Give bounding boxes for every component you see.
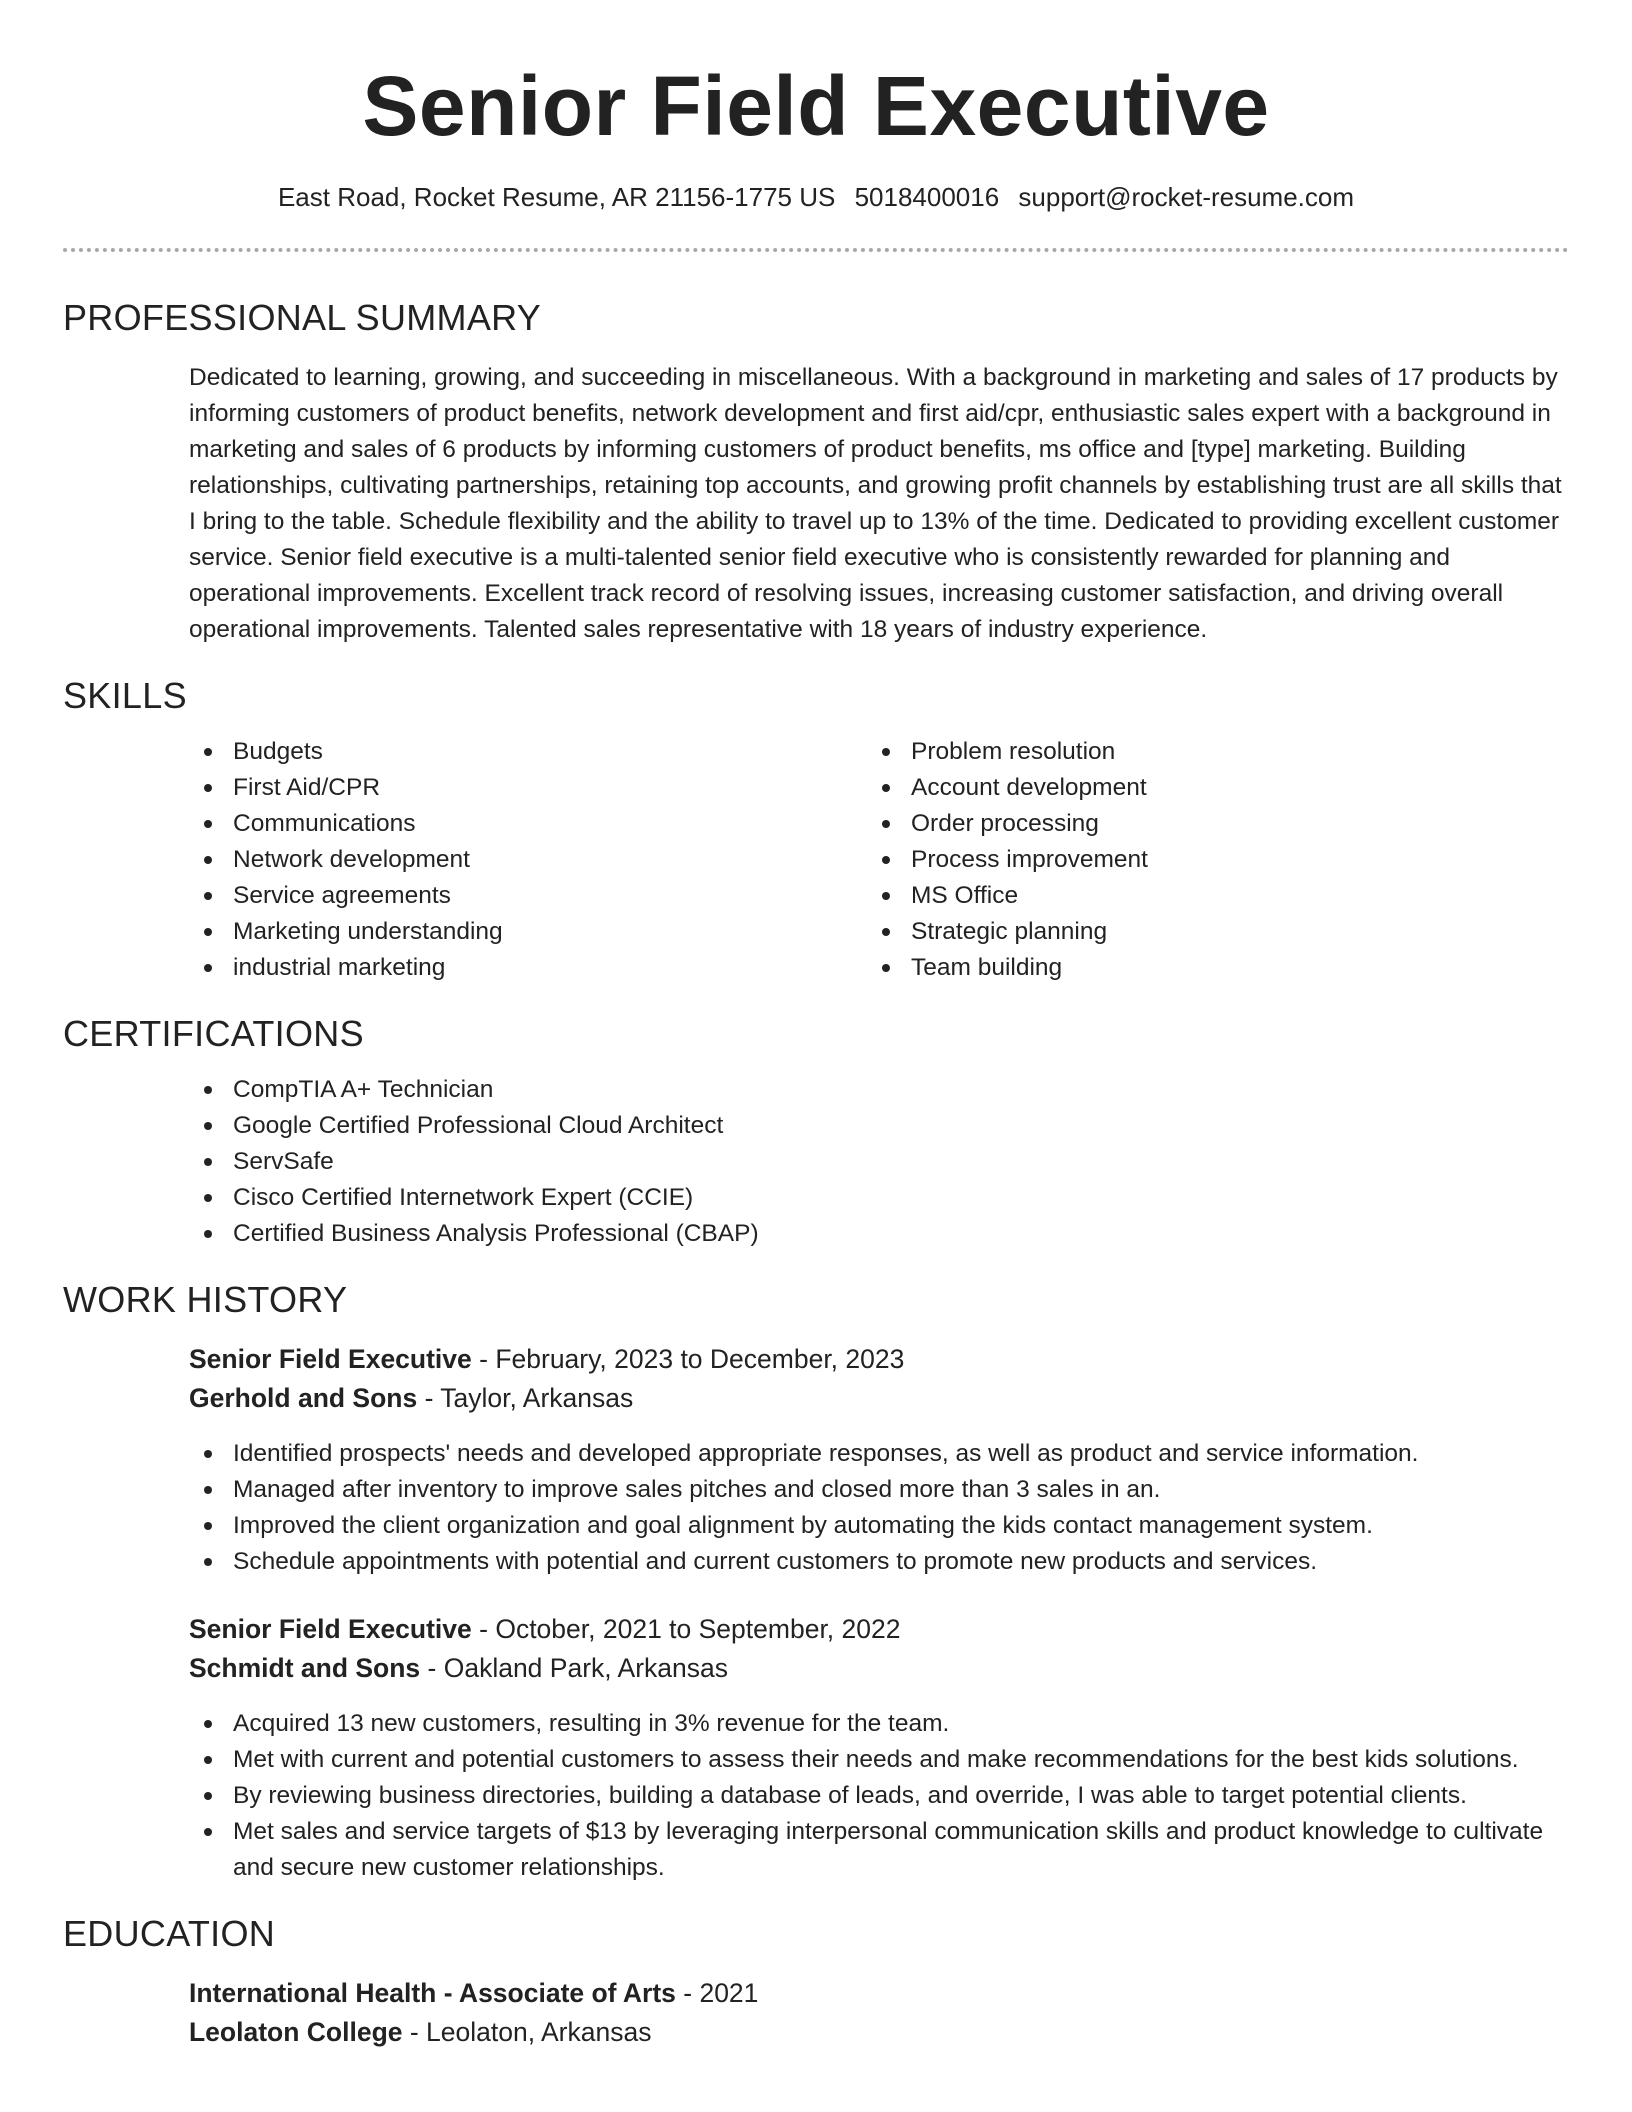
header-divider bbox=[63, 248, 1569, 252]
job-location: - Oakland Park, Arkansas bbox=[420, 1653, 729, 1683]
section-title-certifications: CERTIFICATIONS bbox=[63, 1013, 364, 1054]
job-company-line bbox=[189, 1379, 1569, 1418]
job-location: - Taylor, Arkansas bbox=[417, 1383, 634, 1413]
job-bullet: Met with current and potential customers to assess their needs and make recommendations for the best kids solutions. bbox=[189, 1742, 1569, 1778]
contact-email: support@rocket-resume.com bbox=[1018, 182, 1355, 212]
skill-item: First Aid/CPR bbox=[189, 770, 867, 806]
skill-item: Team building bbox=[867, 950, 1545, 986]
skill-item: Process improvement bbox=[867, 842, 1545, 878]
candidate-name: Senior Field Executive bbox=[362, 59, 1270, 153]
contact-phone: 5018400016 bbox=[854, 182, 1000, 212]
education-school: Leolaton College bbox=[189, 2017, 403, 2047]
section-title-work-history: WORK HISTORY bbox=[63, 1279, 348, 1320]
job-company-line bbox=[189, 1649, 1569, 1688]
education-degree-line bbox=[189, 1974, 1569, 2013]
certifications-block bbox=[189, 1072, 1569, 1252]
skill-item: Order processing bbox=[867, 806, 1545, 842]
education-year: - 2021 bbox=[675, 1978, 759, 2008]
skills-grid bbox=[189, 734, 1569, 986]
job-entry bbox=[189, 1610, 1569, 1886]
skill-item: industrial marketing bbox=[189, 950, 867, 986]
skills-list-right bbox=[867, 734, 1545, 986]
section-skills bbox=[63, 674, 1569, 986]
skill-item: Account development bbox=[867, 770, 1545, 806]
certification-item: ServSafe bbox=[189, 1144, 1569, 1180]
section-professional-summary bbox=[63, 296, 1569, 648]
contact-address: East Road, Rocket Resume, AR 21156-1775 US bbox=[277, 182, 836, 212]
section-work-history bbox=[63, 1278, 1569, 1886]
skill-item: Network development bbox=[189, 842, 867, 878]
job-bullet: Acquired 13 new customers, resulting in 3% revenue for the team. bbox=[189, 1706, 1569, 1742]
job-bullets bbox=[189, 1436, 1569, 1580]
job-bullet: Improved the client organization and goal alignment by automating the kids contact management system. bbox=[189, 1508, 1569, 1544]
skill-item: Communications bbox=[189, 806, 867, 842]
summary-text: Dedicated to learning, growing, and succeeding in miscellaneous. With a background in marketing and sales of 17 products by informing customers of product benefits, network development and first aid/cpr, enthusiastic sales expert with a background in marketing and sales of 6 products by informing customers of product benefits, ms office and [type] marketing. Building relationships, cultivating partnerships, retaining top accounts, and growing profit channels by establishing trust are all skills that I bring to the table. Schedule flexibility and the ability to travel up to 13% of the time. Dedicated to providing excellent customer service. Senior field executive is a multi-talented senior field executive who is consistently rewarded for planning and operational improvements. Excellent track record of resolving issues, increasing customer satisfaction, and driving overall operational improvements. Talented sales representative with 18 years of industry experience. bbox=[189, 364, 1562, 643]
job-bullet: Managed after inventory to improve sales pitches and closed more than 3 sales in an. bbox=[189, 1472, 1569, 1508]
education-location: - Leolaton, Arkansas bbox=[402, 2017, 652, 2047]
section-education bbox=[63, 1912, 1569, 2052]
certification-item: Cisco Certified Internetwork Expert (CCIE) bbox=[189, 1180, 1569, 1216]
section-title-education: EDUCATION bbox=[63, 1913, 276, 1954]
certification-item: CompTIA A+ Technician bbox=[189, 1072, 1569, 1108]
job-dates: - October, 2021 to September, 2022 bbox=[471, 1614, 901, 1644]
education-degree: International Health - Associate of Arts bbox=[189, 1978, 676, 2008]
section-title-summary: PROFESSIONAL SUMMARY bbox=[63, 297, 542, 338]
education-school-line bbox=[189, 2013, 1569, 2052]
certifications-list bbox=[189, 1072, 1569, 1252]
section-title-skills: SKILLS bbox=[63, 675, 187, 716]
contact-line bbox=[63, 180, 1569, 214]
education-entry bbox=[189, 1974, 1569, 2052]
skill-item: MS Office bbox=[867, 878, 1545, 914]
skill-item: Service agreements bbox=[189, 878, 867, 914]
job-bullet: By reviewing business directories, building a database of leads, and override, I was able to target potential clients. bbox=[189, 1778, 1569, 1814]
job-bullet: Schedule appointments with potential and current customers to promote new products and services. bbox=[189, 1544, 1569, 1580]
skill-item: Budgets bbox=[189, 734, 867, 770]
job-title-line bbox=[189, 1340, 1569, 1379]
skills-list-left bbox=[189, 734, 867, 986]
job-company: Schmidt and Sons bbox=[189, 1653, 421, 1683]
skill-item: Problem resolution bbox=[867, 734, 1545, 770]
job-bullets bbox=[189, 1706, 1569, 1886]
job-entry bbox=[189, 1340, 1569, 1580]
job-dates: - February, 2023 to December, 2023 bbox=[471, 1344, 905, 1374]
job-bullet: Identified prospects' needs and developed appropriate responses, as well as product and service information. bbox=[189, 1436, 1569, 1472]
job-role: Senior Field Executive bbox=[189, 1344, 472, 1374]
skill-item: Marketing understanding bbox=[189, 914, 867, 950]
job-title-line bbox=[189, 1610, 1569, 1649]
job-company: Gerhold and Sons bbox=[189, 1383, 418, 1413]
skill-item: Strategic planning bbox=[867, 914, 1545, 950]
certification-item: Certified Business Analysis Professional (CBAP) bbox=[189, 1216, 1569, 1252]
certification-item: Google Certified Professional Cloud Architect bbox=[189, 1108, 1569, 1144]
job-role: Senior Field Executive bbox=[189, 1614, 472, 1644]
job-bullet: Met sales and service targets of $13 by leveraging interpersonal communication skills and product knowledge to cultivate and secure new customer relationships. bbox=[189, 1814, 1569, 1886]
section-certifications bbox=[63, 1012, 1569, 1252]
